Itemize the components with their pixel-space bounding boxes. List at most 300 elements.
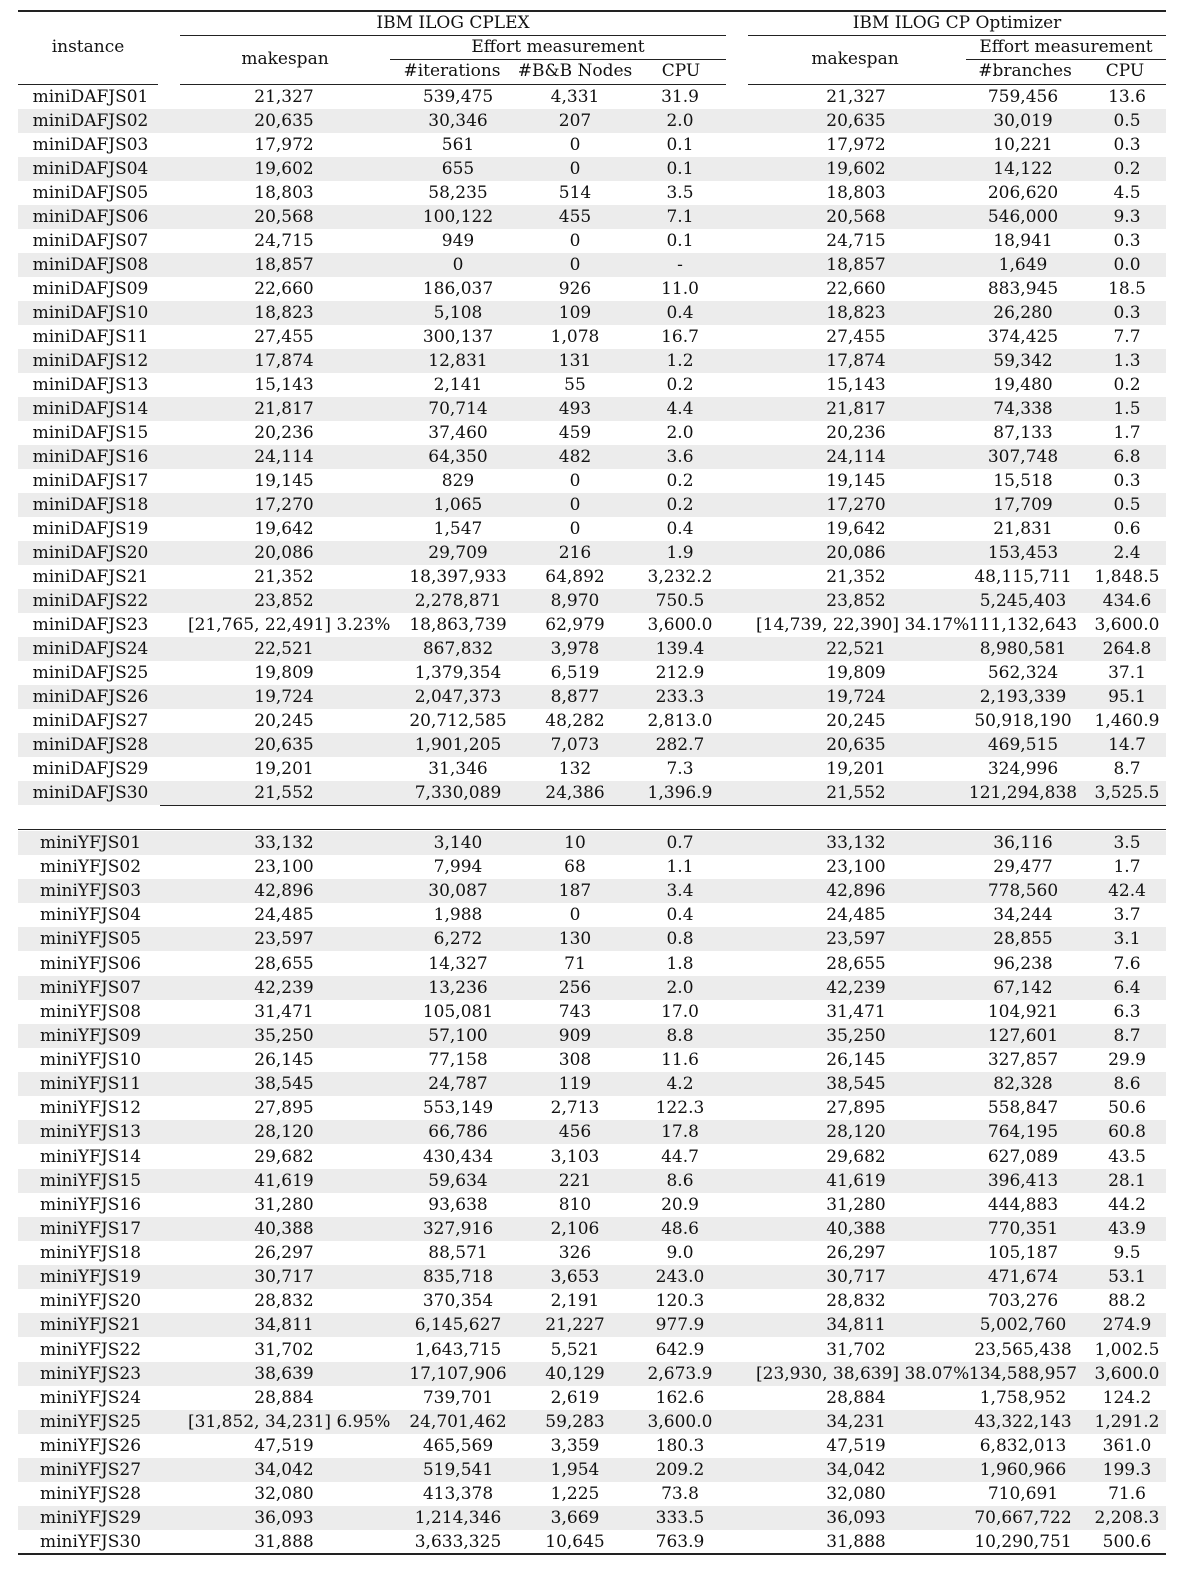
cplex-makespan-cell: 27,455: [254, 327, 314, 347]
iterations-cell: 3,633,325: [414, 1532, 502, 1553]
table-row: [18, 976, 1166, 1000]
table-row: [18, 565, 1166, 589]
cplex-makespan-cell: 33,132: [254, 833, 314, 853]
branches-cell: 18,941: [993, 231, 1053, 251]
bb-nodes-cell: 0: [569, 495, 581, 515]
branches-cell: 74,338: [993, 399, 1053, 419]
table-row: [18, 1048, 1166, 1072]
instance-cell: miniYFJS28: [39, 1484, 142, 1505]
cpo-makespan-cell: 36,093: [826, 1508, 886, 1529]
table-row: [18, 421, 1166, 445]
cpo-makespan-cell: 28,655: [826, 953, 886, 974]
bb-nodes-cell: 743: [558, 1001, 592, 1022]
instance-cell: miniYFJS21: [39, 1315, 142, 1336]
bb-nodes-cell: 0: [569, 159, 581, 179]
instance-cell: miniDAFJS28: [32, 735, 149, 755]
cpo-makespan-cell: 47,519: [826, 1436, 886, 1456]
cplex-makespan-cell: 23,597: [254, 929, 314, 950]
cpo-cpu-cell: 1.3: [1113, 351, 1141, 371]
cpo-makespan-cell: 34,811: [826, 1315, 886, 1336]
branches-cell: 778,560: [987, 881, 1059, 902]
cpo-cpu-cell: 37.1: [1108, 663, 1146, 683]
cpo-cpu-cell: 1.7: [1113, 857, 1141, 878]
cplex-makespan-cell: 21,327: [254, 87, 314, 107]
cpo-cpu-cell: 14.7: [1108, 735, 1146, 755]
instance-cell: miniYFJS26: [39, 1436, 142, 1456]
bb-nodes-cell: 3,669: [550, 1508, 600, 1529]
cpo-cpu-cell: 53.1: [1108, 1267, 1146, 1288]
branches-cell: 710,691: [987, 1484, 1059, 1505]
branches-cell: 1,758,952: [979, 1387, 1067, 1408]
cplex-cpu-cell: 3,232.2: [647, 567, 713, 587]
branches-cell: 8,980,581: [979, 639, 1067, 659]
cpo-makespan-cell: 19,724: [826, 687, 886, 707]
cpo-makespan-cell: 35,250: [826, 1025, 886, 1046]
instance-cell: miniYFJS24: [39, 1387, 142, 1408]
instance-cell: miniDAFJS14: [32, 399, 149, 419]
cplex-makespan-cell: 20,568: [254, 207, 314, 227]
cpo-cpu-cell: 4.5: [1113, 183, 1141, 203]
cpo-makespan-cell: 19,201: [826, 759, 886, 779]
bb-nodes-cell: 0: [569, 905, 581, 926]
header-cpo-makespan: makespan: [811, 49, 899, 69]
cpo-cpu-cell: 3,600.0: [1094, 615, 1160, 635]
cpo-makespan-cell: 20,635: [826, 735, 886, 755]
bb-nodes-cell: 119: [558, 1074, 592, 1095]
cpo-cpu-cell: 2.4: [1113, 543, 1141, 563]
iterations-cell: 1,379,354: [414, 663, 502, 683]
instance-cell: miniDAFJS07: [32, 231, 149, 251]
table-row: [18, 1120, 1166, 1144]
instance-cell: miniDAFJS23: [32, 615, 149, 635]
bb-nodes-cell: 256: [558, 977, 592, 998]
cplex-cpu-cell: 0.2: [666, 471, 694, 491]
cpo-cpu-cell: 18.5: [1108, 279, 1146, 299]
bb-nodes-cell: 456: [558, 1122, 592, 1143]
bb-nodes-cell: 909: [558, 1025, 592, 1046]
bb-nodes-cell: 5,521: [550, 1339, 600, 1360]
cpo-makespan-cell: 18,857: [826, 255, 886, 275]
iterations-cell: 430,434: [422, 1146, 494, 1167]
cpo-cpu-cell: 0.6: [1113, 519, 1141, 539]
branches-cell: 121,294,838: [968, 783, 1078, 803]
iterations-cell: 3,140: [433, 833, 483, 853]
cpo-makespan-cell: 21,817: [826, 399, 886, 419]
cpo-makespan-cell: 17,270: [826, 495, 886, 515]
table-row: [18, 205, 1166, 229]
cpo-cpu-cell: 43.9: [1108, 1218, 1146, 1239]
instance-cell: miniDAFJS06: [32, 207, 149, 227]
instance-cell: miniDAFJS10: [32, 303, 149, 323]
iterations-cell: 327,916: [422, 1218, 494, 1239]
instance-cell: miniYFJS29: [39, 1508, 142, 1529]
table-row: [18, 133, 1166, 157]
cpo-makespan-cell: 28,120: [826, 1122, 886, 1143]
cpo-cpu-cell: 3,525.5: [1094, 783, 1160, 803]
cpo-cpu-cell: 9.3: [1113, 207, 1141, 227]
iterations-cell: 29,709: [428, 543, 488, 563]
branches-cell: 206,620: [987, 183, 1059, 203]
cplex-cpu-cell: 209.2: [655, 1460, 705, 1481]
cplex-cpu-cell: 2,813.0: [647, 711, 713, 731]
iterations-cell: 561: [441, 135, 475, 155]
table-row: [18, 277, 1166, 301]
table-row: [18, 952, 1166, 976]
cpo-makespan-cell: 22,521: [826, 639, 886, 659]
cplex-cpu-cell: 750.5: [655, 591, 705, 611]
cpo-makespan-cell: 31,888: [826, 1532, 886, 1553]
cplex-cpu-cell: 333.5: [655, 1508, 705, 1529]
instance-cell: miniDAFJS29: [32, 759, 149, 779]
instance-cell: miniYFJS27: [39, 1460, 142, 1481]
instance-cell: miniYFJS25: [39, 1411, 142, 1432]
instance-cell: miniYFJS09: [39, 1025, 142, 1046]
cplex-cpu-cell: 11.6: [661, 1050, 699, 1071]
cpo-cpu-cell: 0.5: [1113, 495, 1141, 515]
cplex-makespan-cell: 19,602: [254, 159, 314, 179]
cplex-makespan-cell: 20,245: [254, 711, 314, 731]
cplex-cpu-cell: 48.6: [661, 1218, 699, 1239]
cplex-makespan-cell: 20,086: [254, 543, 314, 563]
iterations-cell: 77,158: [428, 1050, 488, 1071]
cplex-cpu-cell: 20.9: [661, 1194, 699, 1215]
branches-cell: 1,960,966: [979, 1460, 1067, 1481]
bb-nodes-cell: 8,970: [550, 591, 600, 611]
bb-nodes-cell: 7,073: [550, 735, 600, 755]
cplex-makespan-cell: 35,250: [254, 1025, 314, 1046]
cplex-cpu-cell: 162.6: [655, 1387, 705, 1408]
cplex-cpu-cell: 1.1: [666, 857, 694, 878]
table-row: [18, 1386, 1166, 1410]
iterations-cell: 2,047,373: [414, 687, 502, 707]
cplex-makespan-cell: 31,280: [254, 1194, 314, 1215]
branches-cell: 374,425: [987, 327, 1059, 347]
cplex-cpu-cell: 1.9: [666, 543, 694, 563]
cplex-cpu-cell: 2.0: [666, 977, 694, 998]
bb-nodes-cell: 216: [558, 543, 592, 563]
bb-nodes-cell: 1,954: [550, 1460, 600, 1481]
cpo-makespan-cell: 38,545: [826, 1074, 886, 1095]
cplex-makespan-cell: 36,093: [254, 1508, 314, 1529]
iterations-cell: 1,643,715: [414, 1339, 502, 1360]
iterations-cell: 186,037: [422, 279, 494, 299]
cplex-makespan-cell: 24,114: [254, 447, 314, 467]
instance-cell: miniDAFJS27: [32, 711, 149, 731]
iterations-cell: 655: [441, 159, 475, 179]
cpo-cpu-cell: 1,291.2: [1094, 1411, 1160, 1432]
table-row: [18, 85, 1166, 109]
instance-cell: miniDAFJS21: [32, 567, 149, 587]
table-row: [18, 637, 1166, 661]
cplex-cpu-cell: 7.1: [666, 207, 694, 227]
iterations-cell: 413,378: [422, 1484, 494, 1505]
dafjs-end-rule: [160, 805, 1166, 806]
yfjs-start-rule: [18, 829, 1166, 830]
cplex-cpu-cell: 0.7: [666, 833, 694, 853]
bb-nodes-cell: 55: [564, 375, 586, 395]
cplex-makespan-cell: 24,485: [254, 905, 314, 926]
cpo-cpu-cell: 88.2: [1108, 1291, 1146, 1312]
table-row: [18, 1265, 1166, 1289]
branches-cell: 36,116: [993, 833, 1053, 853]
branches-cell: 5,002,760: [979, 1315, 1067, 1336]
branches-cell: 23,565,438: [974, 1339, 1072, 1360]
bb-nodes-cell: 1,078: [550, 327, 600, 347]
instance-cell: miniYFJS05: [39, 929, 142, 950]
instance-cell: miniYFJS01: [39, 833, 142, 853]
table-row: [18, 109, 1166, 133]
branches-cell: 307,748: [987, 447, 1059, 467]
iterations-cell: 7,330,089: [414, 783, 502, 803]
iterations-cell: 100,122: [422, 207, 494, 227]
cpo-makespan-cell: 21,552: [826, 783, 886, 803]
iterations-cell: 31,346: [428, 759, 488, 779]
table-row: [18, 879, 1166, 903]
cpo-cpu-cell: 361.0: [1102, 1436, 1152, 1456]
table-row: [18, 1145, 1166, 1169]
table-row: [18, 301, 1166, 325]
header-branches: #branches: [978, 61, 1072, 81]
cplex-makespan-cell: 31,471: [254, 1001, 314, 1022]
bb-nodes-cell: 3,103: [550, 1146, 600, 1167]
cpo-cpu-cell: 0.3: [1113, 135, 1141, 155]
cpo-cpu-cell: 0.3: [1113, 303, 1141, 323]
bb-nodes-cell: 0: [569, 471, 581, 491]
cpo-makespan-cell: 31,280: [826, 1194, 886, 1215]
cpo-makespan-cell: 32,080: [826, 1484, 886, 1505]
cpo-cpu-cell: 0.2: [1113, 159, 1141, 179]
cplex-makespan-cell: 47,519: [254, 1436, 314, 1456]
iterations-cell: 300,137: [422, 327, 494, 347]
cplex-makespan-cell: 19,809: [254, 663, 314, 683]
branches-cell: 1,649: [998, 255, 1048, 275]
cpo-makespan-cell: 30,717: [826, 1267, 886, 1288]
branches-cell: 471,674: [987, 1267, 1059, 1288]
cpo-cpu-cell: 0.5: [1113, 111, 1141, 131]
cplex-makespan-cell: 31,702: [254, 1339, 314, 1360]
cplex-makespan-cell: 38,545: [254, 1074, 314, 1095]
bb-nodes-cell: 2,106: [550, 1218, 600, 1239]
bb-nodes-cell: 0: [569, 519, 581, 539]
cplex-cpu-cell: 3,600.0: [647, 615, 713, 635]
instance-cell: miniDAFJS30: [32, 783, 149, 803]
table-row: [18, 1024, 1166, 1048]
cplex-makespan-cell: 28,655: [254, 953, 314, 974]
cplex-cpu-cell: 763.9: [655, 1532, 705, 1553]
branches-cell: 104,921: [987, 1001, 1059, 1022]
cplex-cpu-cell: 4.2: [666, 1074, 694, 1095]
cplex-makespan-cell: 41,619: [254, 1170, 314, 1191]
cplex-cpu-cell: 0.4: [666, 905, 694, 926]
cplex-makespan-cell: 42,896: [254, 881, 314, 902]
branches-cell: 48,115,711: [974, 567, 1072, 587]
table-row: [18, 589, 1166, 613]
cplex-cpu-cell: 4.4: [666, 399, 694, 419]
cpo-makespan-cell: 15,143: [826, 375, 886, 395]
cpo-cpu-cell: 6.8: [1113, 447, 1141, 467]
cplex-cpu-cell: 0.4: [666, 519, 694, 539]
cpo-cpu-cell: 1,002.5: [1094, 1339, 1160, 1360]
cplex-makespan-cell: 34,042: [254, 1460, 314, 1481]
iterations-cell: 37,460: [428, 423, 488, 443]
branches-cell: 558,847: [987, 1098, 1059, 1119]
iterations-cell: 539,475: [422, 87, 494, 107]
instance-cell: miniDAFJS08: [32, 255, 149, 275]
iterations-cell: 949: [441, 231, 475, 251]
instance-cell: miniYFJS13: [39, 1122, 142, 1143]
instance-cell: miniDAFJS20: [32, 543, 149, 563]
cplex-makespan-cell: 18,823: [254, 303, 314, 323]
table-row: [18, 685, 1166, 709]
cpo-cpu-cell: 1,460.9: [1094, 711, 1160, 731]
instance-cell: miniDAFJS02: [32, 111, 149, 131]
cpo-makespan-cell: 31,702: [826, 1339, 886, 1360]
header-cplex-effort: Effort measurement: [471, 37, 645, 57]
table-row: [18, 541, 1166, 565]
iterations-cell: 739,701: [422, 1387, 494, 1408]
bb-nodes-cell: 21,227: [545, 1315, 605, 1336]
bb-nodes-cell: 109: [558, 303, 592, 323]
bb-nodes-cell: 2,191: [550, 1291, 600, 1312]
branches-cell: 627,089: [987, 1146, 1059, 1167]
bb-nodes-cell: 482: [558, 447, 592, 467]
cplex-cpu-cell: 212.9: [655, 663, 705, 683]
cplex-makespan-cell: 17,972: [254, 135, 314, 155]
cpo-cpu-cell: 1.7: [1113, 423, 1141, 443]
cpo-makespan-cell: 18,823: [826, 303, 886, 323]
top-rule: [18, 10, 1166, 12]
cpo-cpu-cell: 43.5: [1108, 1146, 1146, 1167]
bb-nodes-cell: 810: [558, 1194, 592, 1215]
cplex-cpu-cell: 3.4: [666, 881, 694, 902]
cpo-cpu-cell: 1.5: [1113, 399, 1141, 419]
table-row: [18, 253, 1166, 277]
cpo-cpu-cell: 44.2: [1108, 1194, 1146, 1215]
cplex-makespan-cell: 19,724: [254, 687, 314, 707]
bb-nodes-cell: 326: [558, 1243, 592, 1264]
iterations-cell: 465,569: [422, 1436, 494, 1456]
header-bb-nodes: #B&B Nodes: [517, 61, 633, 81]
bb-nodes-cell: 514: [558, 183, 592, 203]
iterations-cell: 0: [452, 255, 464, 275]
iterations-cell: 105,081: [422, 1001, 494, 1022]
cplex-cpu-cell: 0.2: [666, 495, 694, 515]
instance-cell: miniDAFJS19: [32, 519, 149, 539]
bb-nodes-cell: 8,877: [550, 687, 600, 707]
cplex-makespan-cell: [31,852, 34,231] 6.95%: [188, 1411, 391, 1432]
bb-nodes-cell: 68: [564, 857, 586, 878]
instance-cell: miniYFJS18: [39, 1243, 142, 1264]
cpo-effort-rule: [966, 59, 1166, 60]
instance-cell: miniYFJS02: [39, 857, 142, 878]
branches-cell: 105,187: [987, 1243, 1059, 1264]
table-row: [18, 157, 1166, 181]
table-row: [18, 733, 1166, 757]
cplex-makespan-cell: 23,852: [254, 591, 314, 611]
cpo-cpu-cell: 8.6: [1113, 1074, 1141, 1095]
cplex-cpu-cell: 243.0: [655, 1267, 705, 1288]
bb-nodes-cell: 40,129: [545, 1363, 605, 1384]
cplex-cpu-cell: 0.2: [666, 375, 694, 395]
bb-nodes-cell: 6,519: [550, 663, 600, 683]
cplex-cpu-cell: 642.9: [655, 1339, 705, 1360]
iterations-cell: 30,087: [428, 881, 488, 902]
cpo-makespan-cell: 22,660: [826, 279, 886, 299]
cplex-makespan-cell: 24,715: [254, 231, 314, 251]
branches-cell: 883,945: [987, 279, 1059, 299]
instance-cell: miniYFJS07: [39, 977, 142, 998]
cplex-makespan-cell: 18,857: [254, 255, 314, 275]
bb-nodes-cell: 187: [558, 881, 592, 902]
cplex-cpu-cell: 1.2: [666, 351, 694, 371]
iterations-cell: 7,994: [433, 857, 483, 878]
instance-cell: miniYFJS08: [39, 1001, 142, 1022]
bb-nodes-cell: 207: [558, 111, 592, 131]
branches-cell: 28,855: [993, 929, 1053, 950]
cplex-cpu-cell: 0.1: [666, 159, 694, 179]
cplex-makespan-cell: 21,817: [254, 399, 314, 419]
branches-cell: 14,122: [993, 159, 1053, 179]
cpo-makespan-cell: 20,635: [826, 111, 886, 131]
cpo-cpu-cell: 8.7: [1113, 1025, 1141, 1046]
iterations-cell: 24,701,462: [409, 1411, 507, 1432]
cpo-makespan-cell: 20,236: [826, 423, 886, 443]
cpo-cpu-cell: 0.0: [1113, 255, 1141, 275]
instance-cell: miniDAFJS25: [32, 663, 149, 683]
table-row: [18, 1072, 1166, 1096]
instance-cell: miniYFJS22: [39, 1339, 142, 1360]
instance-cell: miniYFJS17: [39, 1218, 142, 1239]
cpo-cpu-cell: 8.7: [1113, 759, 1141, 779]
instance-cell: miniDAFJS13: [32, 375, 149, 395]
cplex-cpu-cell: 31.9: [661, 87, 699, 107]
iterations-cell: 1,214,346: [414, 1508, 502, 1529]
cplex-makespan-cell: 26,297: [254, 1243, 314, 1264]
table-row: [18, 1434, 1166, 1458]
instance-cell: miniDAFJS26: [32, 687, 149, 707]
cpo-makespan-cell: 24,485: [826, 905, 886, 926]
cplex-cpu-cell: -: [677, 255, 683, 275]
cplex-makespan-cell: 20,635: [254, 111, 314, 131]
branches-cell: 5,245,403: [979, 591, 1067, 611]
table-row: [18, 1241, 1166, 1265]
table-row: [18, 1000, 1166, 1024]
bb-nodes-cell: 24,386: [545, 783, 605, 803]
table-row: [18, 1506, 1166, 1530]
bb-nodes-cell: 130: [558, 929, 592, 950]
cplex-makespan-cell: 27,895: [254, 1098, 314, 1119]
instance-cell: miniYFJS20: [39, 1291, 142, 1312]
cpo-cpu-cell: 3.7: [1113, 905, 1141, 926]
cplex-makespan-cell: 28,884: [254, 1387, 314, 1408]
cplex-makespan-cell: 19,145: [254, 471, 314, 491]
branches-cell: 87,133: [993, 423, 1053, 443]
table-row: [18, 1217, 1166, 1241]
branches-cell: 2,193,339: [979, 687, 1067, 707]
bb-nodes-cell: 926: [558, 279, 592, 299]
cplex-makespan-cell: 19,201: [254, 759, 314, 779]
header-cpo: IBM ILOG CP Optimizer: [852, 13, 1062, 33]
iterations-cell: 66,786: [428, 1122, 488, 1143]
cpo-cpu-cell: 29.9: [1108, 1050, 1146, 1071]
cpo-cpu-cell: 7.6: [1113, 953, 1141, 974]
bb-nodes-cell: 459: [558, 423, 592, 443]
table-row: [18, 1096, 1166, 1120]
iterations-cell: 6,272: [433, 929, 483, 950]
cplex-cpu-cell: 180.3: [655, 1436, 705, 1456]
bb-nodes-cell: 59,283: [545, 1411, 605, 1432]
cpo-cpu-cell: 264.8: [1102, 639, 1152, 659]
